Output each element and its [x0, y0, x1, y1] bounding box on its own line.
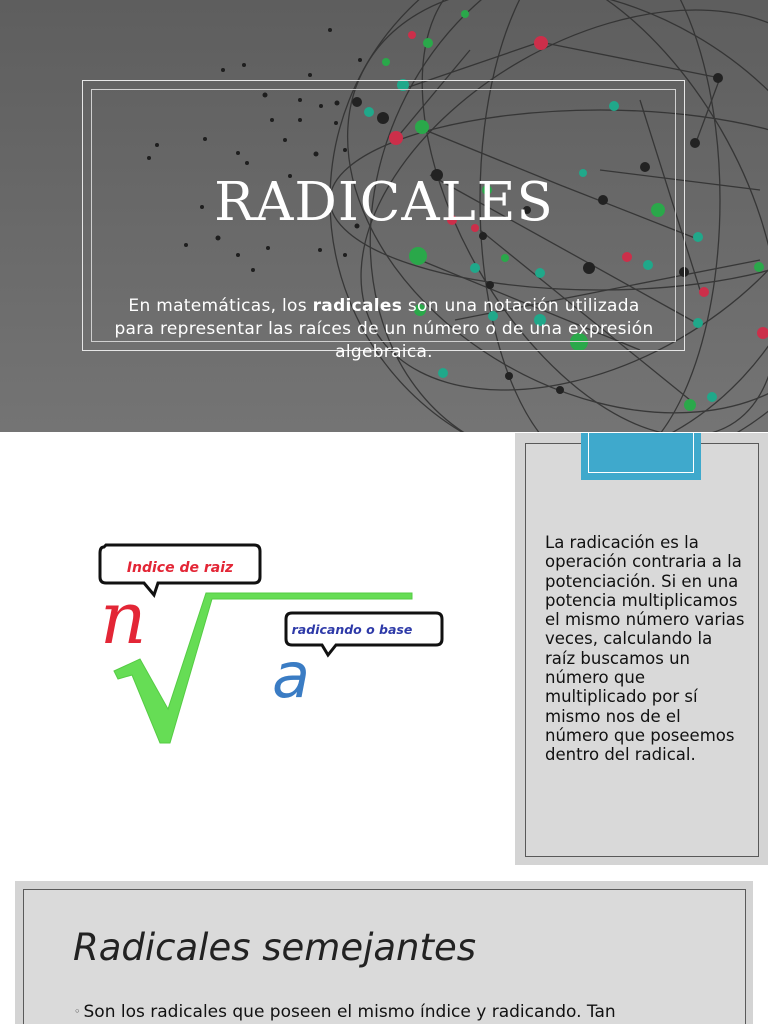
accent-tab-frame: [588, 433, 694, 473]
slide-subtitle: [112, 295, 656, 364]
bullet-item: [74, 1002, 616, 1022]
slide-title: RADICALES: [214, 172, 554, 233]
radicand-letter: a: [272, 639, 310, 712]
radical-diagram: [60, 533, 460, 753]
accent-tab: [581, 433, 701, 480]
definition-text: La radicación es la operación contraria a la potenciación. Si en una potencia multiplicamos el mismo número varias veces, calculando la raíz buscamos un número que multiplicado por sí mismo nos de el número que poseemos dentro del radical.: [545, 533, 745, 765]
subtitle-text-end: son una notación utilizada para representar las raíces de un número o de una expresión algebraica.: [114, 296, 654, 362]
index-label: Indice de raiz: [126, 560, 234, 576]
definition-slide: [0, 433, 768, 865]
subtitle-bold-term: radicales: [312, 296, 403, 316]
radicand-label: radicando o base: [291, 622, 413, 637]
subtitle-text-start: En matemáticas, los: [128, 296, 313, 316]
bullet-marker: ◦: [74, 1005, 81, 1018]
similar-radicals-slide: [0, 866, 768, 1024]
index-letter: n: [100, 576, 147, 660]
title-slide: [0, 0, 768, 432]
section-title: Radicales semejantes: [73, 926, 477, 969]
bullet-text: Son los radicales que poseen el mismo índice y radicando. Tan: [83, 1002, 616, 1022]
